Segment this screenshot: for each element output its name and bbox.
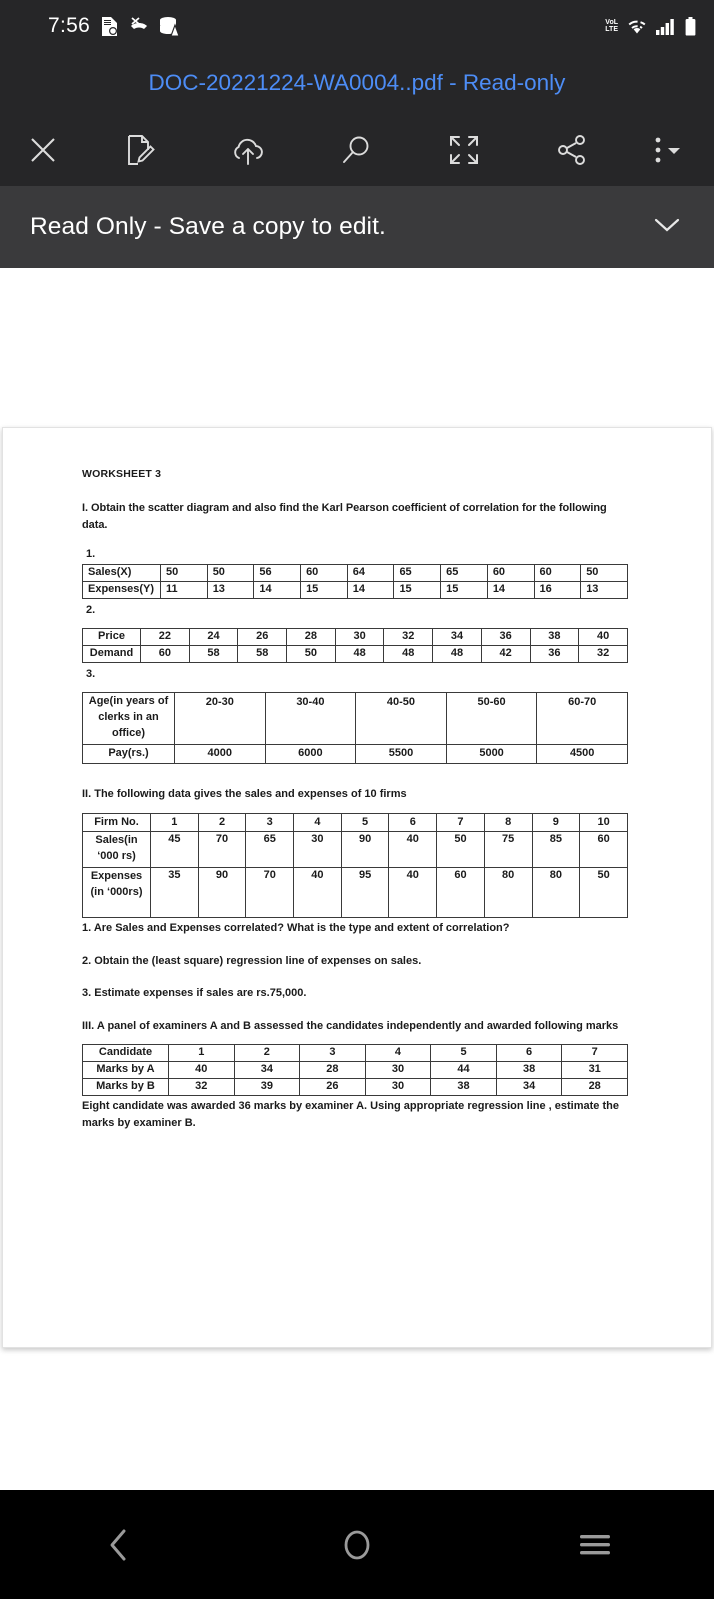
share-button[interactable] — [545, 123, 599, 177]
cell: 48 — [384, 645, 433, 662]
cell: 9 — [532, 813, 580, 832]
back-chevron-icon — [102, 1525, 136, 1565]
sim-card-icon — [100, 16, 119, 37]
cell: 60 — [437, 868, 485, 918]
signal-bars-icon — [656, 18, 677, 35]
cell: 38 — [496, 1061, 562, 1078]
cell: 7 — [437, 813, 485, 832]
cell: 3 — [246, 813, 294, 832]
edit-document-icon — [123, 133, 157, 167]
caret-down-icon — [665, 143, 683, 157]
cell: 64 — [347, 564, 394, 581]
cell: 38 — [530, 628, 579, 645]
cell: 38 — [431, 1078, 497, 1095]
cell: 85 — [532, 832, 580, 868]
read-only-banner[interactable] — [0, 186, 714, 268]
cell: 4 — [365, 1044, 431, 1061]
recents-menu-icon — [576, 1528, 614, 1562]
cell: 5000 — [446, 744, 537, 763]
table-row — [83, 645, 628, 662]
cell: 50 — [287, 645, 336, 662]
table-row — [83, 581, 628, 598]
cell: 56 — [254, 564, 301, 581]
cell: 35 — [151, 868, 199, 918]
cell: 16 — [534, 581, 581, 598]
cloud-upload-button[interactable] — [221, 123, 275, 177]
row-label: Sales(X) — [83, 564, 161, 581]
system-nav-bar — [0, 1490, 714, 1599]
section-2-question-1: 1. Are Sales and Expenses correlated? What is the type and extent of correlation? — [82, 922, 510, 935]
cell: 90 — [341, 832, 389, 868]
cell: 58 — [189, 645, 238, 662]
cell: 2 — [234, 1044, 300, 1061]
status-left-icons — [100, 16, 179, 37]
cell: 75 — [484, 832, 532, 868]
cell: 50 — [581, 564, 628, 581]
table-firm-sales-expenses — [82, 813, 628, 919]
cell: 20-30 — [175, 692, 266, 744]
home-circle-icon — [338, 1524, 376, 1566]
cell: 60-70 — [537, 692, 628, 744]
close-button[interactable] — [0, 135, 86, 165]
table-row — [83, 868, 628, 918]
table-row — [83, 692, 628, 744]
cell: 80 — [532, 868, 580, 918]
cell: 90 — [198, 868, 246, 918]
cell: 15 — [394, 581, 441, 598]
cell: 50 — [207, 564, 254, 581]
cell: 1 — [169, 1044, 235, 1061]
cell: 65 — [441, 564, 488, 581]
table-row — [83, 564, 628, 581]
cell: 50 — [580, 868, 628, 918]
table-price-demand — [82, 628, 628, 663]
cell: 4000 — [175, 744, 266, 763]
cell: 36 — [481, 628, 530, 645]
cell: 40 — [169, 1061, 235, 1078]
nav-back-button[interactable] — [74, 1515, 164, 1575]
cell: 32 — [384, 628, 433, 645]
table-row — [83, 1044, 628, 1061]
cell: 34 — [433, 628, 482, 645]
cell: 28 — [287, 628, 336, 645]
table-row — [83, 628, 628, 645]
cell: 70 — [246, 868, 294, 918]
cell: 40 — [579, 628, 628, 645]
cell: 31 — [562, 1061, 628, 1078]
cloud-upload-icon — [230, 134, 266, 166]
section-3-prompt: III. A panel of examiners A and B assessed the candidates independently and awarded following marks — [82, 1019, 619, 1032]
wifi-icon — [626, 18, 648, 35]
cell: 26 — [238, 628, 287, 645]
table-sales-expenses — [82, 564, 628, 599]
cell: 60 — [580, 832, 628, 868]
cell: 5 — [341, 813, 389, 832]
table-row — [83, 744, 628, 763]
row-label: Expenses (in ‘000rs) — [83, 868, 151, 918]
cell: 48 — [335, 645, 384, 662]
item-2-label: 2. — [86, 603, 96, 616]
cell: 24 — [189, 628, 238, 645]
banner-expand-button[interactable] — [652, 215, 682, 240]
cell: 65 — [246, 832, 294, 868]
cell: 40 — [389, 868, 437, 918]
table-row — [83, 1061, 628, 1078]
cell: 32 — [169, 1078, 235, 1095]
cell: 30-40 — [265, 692, 356, 744]
cell: 30 — [335, 628, 384, 645]
cell: 26 — [300, 1078, 366, 1095]
table-candidate-marks — [82, 1044, 628, 1096]
table-age-pay — [82, 692, 628, 764]
row-label: Marks by A — [83, 1061, 169, 1078]
row-label: Price — [83, 628, 141, 645]
section-2-prompt: II. The following data gives the sales and expenses of 10 firms — [82, 787, 407, 800]
chevron-down-icon — [652, 215, 682, 235]
section-2-question-3: 3. Estimate expenses if sales are rs.75,000. — [82, 987, 307, 1000]
table-row — [83, 813, 628, 832]
cell: 30 — [365, 1078, 431, 1095]
cell: 30 — [294, 832, 342, 868]
cell: 13 — [207, 581, 254, 598]
cell: 50 — [437, 832, 485, 868]
cell: 40-50 — [356, 692, 447, 744]
cell: 58 — [238, 645, 287, 662]
title-bar — [0, 52, 714, 114]
cell: 28 — [300, 1061, 366, 1078]
cell: 13 — [581, 581, 628, 598]
cell: 40 — [294, 868, 342, 918]
cell: 6 — [389, 813, 437, 832]
search-button[interactable] — [329, 123, 383, 177]
close-icon — [28, 135, 58, 165]
row-label: Age(in years of clerks in an office) — [83, 692, 175, 744]
cell: 6 — [496, 1044, 562, 1061]
row-label: Pay(rs.) — [83, 744, 175, 763]
pdf-page — [2, 427, 712, 1348]
battery-icon — [685, 17, 696, 36]
cell: 2 — [198, 813, 246, 832]
share-icon — [555, 134, 589, 166]
status-bar — [0, 0, 714, 52]
cell: 45 — [151, 832, 199, 868]
cell: 11 — [161, 581, 208, 598]
cell: 80 — [484, 868, 532, 918]
status-right-icons — [605, 17, 696, 36]
cell: 60 — [534, 564, 581, 581]
cell: 42 — [481, 645, 530, 662]
row-label: Sales(in ‘000 rs) — [83, 832, 151, 868]
cell: 34 — [496, 1078, 562, 1095]
cell: 1 — [151, 813, 199, 832]
cell: 34 — [234, 1061, 300, 1078]
item-1-label: 1. — [86, 547, 96, 560]
row-label: Expenses(Y) — [83, 581, 161, 598]
cell: 5500 — [356, 744, 447, 763]
read-only-message: Read Only - Save a copy to edit. — [30, 213, 386, 240]
nav-home-button[interactable] — [312, 1515, 402, 1575]
table-row — [83, 832, 628, 868]
cell: 8 — [484, 813, 532, 832]
cell: 60 — [141, 645, 190, 662]
cell: 65 — [394, 564, 441, 581]
cell: 3 — [300, 1044, 366, 1061]
volte-icon: VoL LTE — [605, 19, 618, 33]
section-3-closing: Eight candidate was awarded 36 marks by examiner A. Using appropriate regression line , estimate the marks by examiner B. — [82, 1099, 619, 1129]
cell: 48 — [433, 645, 482, 662]
data-saver-icon — [159, 16, 179, 37]
cell: 60 — [301, 564, 348, 581]
section-2-question-2: 2. Obtain the (least square) regression line of expenses on sales. — [82, 954, 422, 967]
edit-document-button[interactable] — [113, 123, 167, 177]
cell: 15 — [301, 581, 348, 598]
cell: 6000 — [265, 744, 356, 763]
cell: 32 — [579, 645, 628, 662]
section-1-prompt: I. Obtain the scatter diagram and also find the Karl Pearson coefficient of correlation for the following data. — [82, 502, 607, 532]
page-content — [82, 468, 628, 1132]
cell: 5 — [431, 1044, 497, 1061]
missed-call-icon — [128, 17, 150, 35]
cell: 14 — [254, 581, 301, 598]
cell: 70 — [198, 832, 246, 868]
nav-recents-button[interactable] — [550, 1515, 640, 1575]
cell: 14 — [347, 581, 394, 598]
cell: 95 — [341, 868, 389, 918]
toolbar — [0, 114, 714, 186]
row-label: Marks by B — [83, 1078, 169, 1095]
cell: 22 — [141, 628, 190, 645]
cell: 44 — [431, 1061, 497, 1078]
item-3-label: 3. — [86, 667, 96, 680]
fullscreen-icon — [448, 134, 480, 166]
cell: 39 — [234, 1078, 300, 1095]
cell: 50 — [161, 564, 208, 581]
worksheet-title: WORKSHEET 3 — [82, 468, 162, 480]
cell: 36 — [530, 645, 579, 662]
more-options-icon — [653, 134, 663, 166]
row-label: Firm No. — [83, 813, 151, 832]
cell: 28 — [562, 1078, 628, 1095]
cell: 30 — [365, 1061, 431, 1078]
cell: 7 — [562, 1044, 628, 1061]
status-clock: 7:56 — [48, 14, 91, 37]
cell: 4 — [294, 813, 342, 832]
cell: 40 — [389, 832, 437, 868]
cell: 4500 — [537, 744, 628, 763]
cell: 10 — [580, 813, 628, 832]
cell: 15 — [441, 581, 488, 598]
fullscreen-button[interactable] — [437, 123, 491, 177]
row-label: Candidate — [83, 1044, 169, 1061]
table-row — [83, 1078, 628, 1095]
row-label: Demand — [83, 645, 141, 662]
cell: 60 — [487, 564, 534, 581]
cell: 14 — [487, 581, 534, 598]
toolbar-actions — [86, 123, 714, 177]
document-title: DOC-20221224-WA0004..pdf - Read-only — [148, 70, 566, 95]
pdf-viewer[interactable] — [0, 268, 714, 1490]
search-icon — [339, 133, 373, 167]
cell: 50-60 — [446, 692, 537, 744]
more-options-button[interactable] — [653, 134, 683, 166]
